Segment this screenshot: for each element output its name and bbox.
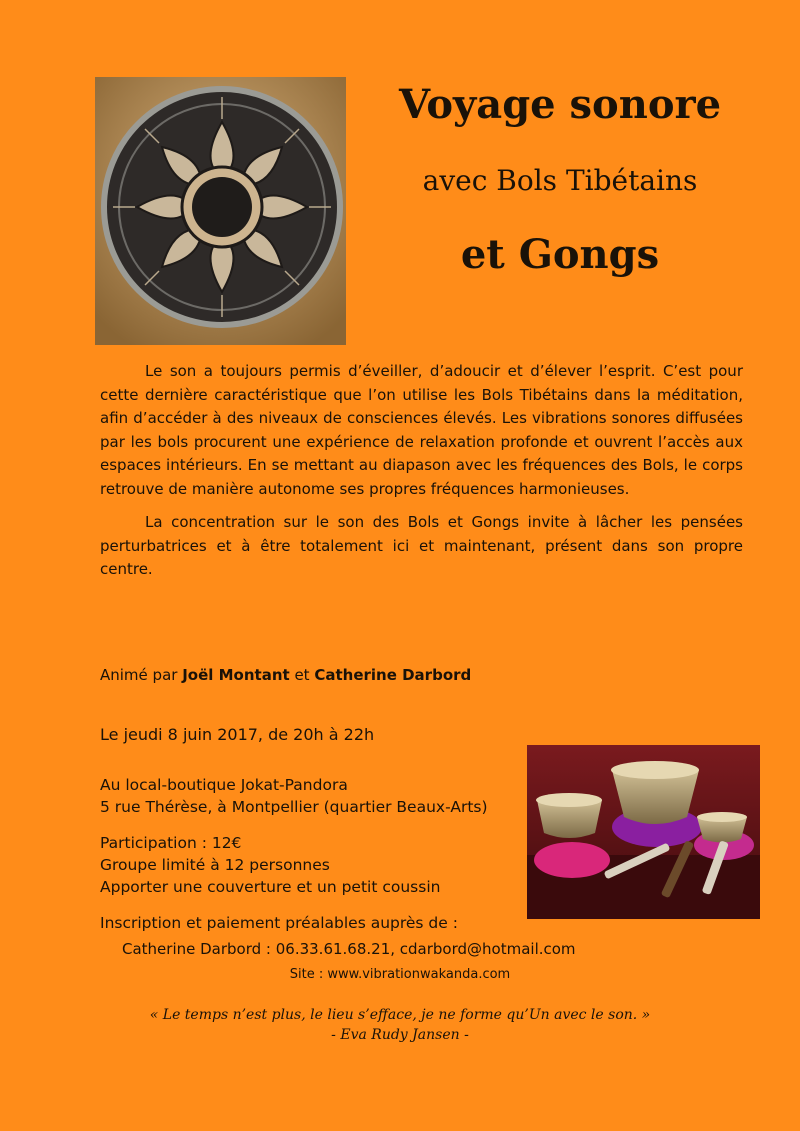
event-group-limit: Groupe limité à 12 personnes	[100, 856, 330, 874]
gong-illustration	[95, 77, 346, 345]
host-name-2: Catherine Darbord	[314, 666, 472, 684]
event-venue: Au local-boutique Jokat-Pandora	[100, 776, 348, 794]
bowls-illustration	[527, 745, 760, 919]
quote-author: - Eva Rudy Jansen -	[331, 1027, 469, 1043]
website-line: Site : www.vibrationwakanda.com	[289, 967, 511, 982]
quote-text: « Le temps n’est plus, le lieu s’efface, je ne forme qu’Un avec le son. »	[149, 1007, 651, 1023]
quote-block	[0, 1005, 800, 1045]
event-address: 5 rue Thérèse, à Montpellier (quartier Beaux-Arts)	[100, 798, 488, 816]
event-date: Le jeudi 8 juin 2017	[100, 725, 258, 744]
hosts-line	[100, 664, 471, 686]
host-name-1: Joël Montant	[182, 666, 290, 684]
hosts-connector: et	[289, 666, 315, 684]
hosts-prefix: Animé par	[100, 666, 183, 684]
event-venue-block	[100, 774, 488, 818]
event-bring: Apporter une couverture et un petit coussin	[100, 878, 441, 896]
description-paragraph-1: Le son a toujours permis d’éveiller, d’adoucir et d’élever l’esprit. C’est pour cette dernière caractéristique que l’on utilise les Bols Tibétains dans la méditation, afin d’accéder à des niveaux de consciences élevés. Les vibrations sonores diffusées par les bols procurent une expérience de relaxation profonde et ouvrent l’accès aux espaces intérieurs. En se mettant au diapason avec les fréquences des Bols, le corps retrouve de manière autonome ses propres fréquences harmonieuses.	[100, 362, 743, 498]
registration-line: Inscription et paiement préalables auprès de :	[100, 914, 458, 932]
description-paragraph-2: La concentration sur le son des Bols et Gongs invite à lâcher les pensées perturbatrices et à être totalement ici et maintenant, présent dans son propre centre.	[100, 513, 743, 578]
gong-photo	[95, 77, 346, 345]
event-datetime	[100, 724, 374, 746]
event-details	[100, 832, 440, 898]
title-gongs: et Gongs	[460, 231, 660, 278]
event-fee: Participation : 12€	[100, 834, 242, 852]
title-main: Voyage sonore	[398, 81, 722, 128]
bowls-photo	[527, 745, 760, 919]
contact-line: Catherine Darbord : 06.33.61.68.21, cdarbord@hotmail.com	[122, 940, 576, 958]
title-subtitle: avec Bols Tibétains	[422, 164, 698, 197]
description	[100, 360, 743, 582]
event-time: , de 20h à 22h	[257, 725, 375, 744]
